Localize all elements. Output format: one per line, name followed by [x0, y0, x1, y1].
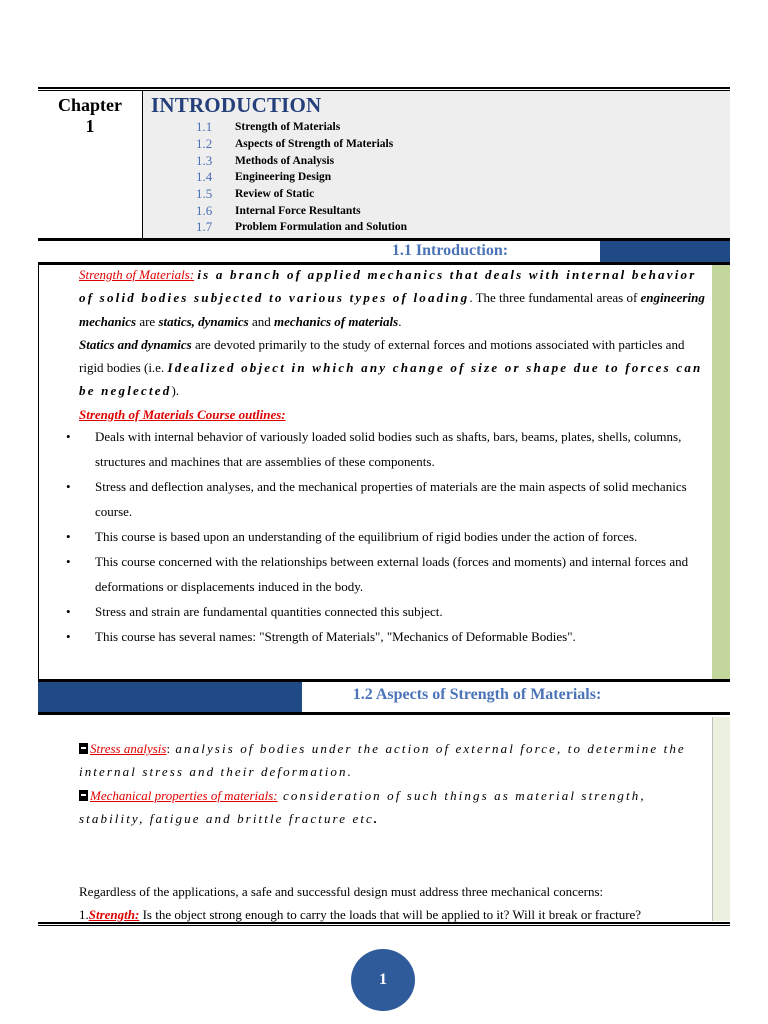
- section-1-2-heading: 1.2 Aspects of Strength of Materials:: [352, 686, 602, 703]
- list-item-text: Stress and deflection analyses, and the mechanical properties of materials are the main aspects of solid mechanics course.: [95, 479, 687, 519]
- list-item: [62, 424, 707, 474]
- toc-text: Aspects of Strength of Materials: [235, 138, 394, 151]
- list-item: [62, 524, 707, 549]
- term-colon: :: [166, 741, 171, 756]
- bullet-symbol: •: [66, 554, 71, 569]
- list-item: [62, 599, 707, 624]
- toc-number: 1.1: [196, 119, 213, 135]
- chapter-box: [38, 91, 143, 238]
- toc-item[interactable]: [196, 219, 616, 236]
- toc-number: 1.4: [196, 169, 213, 185]
- chapter-title: INTRODUCTION: [151, 93, 322, 117]
- bullet-symbol: •: [66, 604, 71, 619]
- toc-text: Problem Formulation and Solution: [235, 221, 407, 234]
- emphasis-text: engineering mechanics: [79, 290, 705, 329]
- toc-text: Internal Force Resultants: [235, 204, 361, 217]
- bullet-symbol: •: [66, 479, 71, 494]
- term-colon: :: [189, 267, 195, 282]
- section-1-1-heading: 1.1 Introduction:: [391, 242, 509, 259]
- mechanical-concerns: [79, 880, 719, 926]
- list-item-text: Deals with internal behavior of variously loaded solid bodies such as shafts, bars, beams, plates, shells, columns, structures and machines that are assemblies of these components.: [95, 429, 682, 469]
- chapter-label: Chapter: [58, 95, 122, 115]
- aspect-text: analysis of bodies under the action of external force, to determine the internal stress and their deformation.: [79, 741, 686, 780]
- term-strength: Strength:: [88, 907, 140, 922]
- paragraph-text: are: [136, 313, 159, 329]
- concern-number: 1.: [79, 907, 89, 922]
- list-item: [62, 549, 707, 599]
- paragraph-text: . The three fundamental areas of: [469, 290, 641, 306]
- toc-item[interactable]: [196, 186, 616, 203]
- page-number: 1: [379, 971, 387, 988]
- table-of-contents: [196, 119, 616, 236]
- toc-item[interactable]: [196, 119, 616, 136]
- introduction-paragraphs: [79, 263, 709, 426]
- square-bullet-icon: [79, 743, 88, 754]
- course-outline-list: [62, 424, 707, 649]
- page-bottom-rule: [38, 922, 730, 926]
- chapter-number: 1: [85, 116, 95, 136]
- paragraph-text: are devoted primarily to the study of external forces and motions associated with particles and rigid bodies (i.e.: [79, 336, 685, 376]
- aspect-text: consideration of such things as material strength, stability, fatigue and brittle fracture etc: [79, 787, 646, 826]
- list-item-text: This course is based upon an understanding of the equilibrium of rigid bodies under the action of forces.: [95, 529, 638, 544]
- definition-text: is a branch of applied mechanics that deals with internal behavior of solid bodies subjected to various types of loading: [79, 267, 697, 306]
- toc-item[interactable]: [196, 169, 616, 186]
- toc-text: Engineering Design: [235, 171, 332, 184]
- list-item: [62, 474, 707, 524]
- heading-accent-block: [38, 682, 302, 712]
- aspects-list: [79, 737, 709, 830]
- heading-accent-block: [600, 241, 730, 262]
- side-accent-bar: [712, 265, 730, 679]
- left-border: [38, 265, 39, 680]
- aspect-text-end: .: [373, 810, 380, 826]
- toc-text: Review of Static: [235, 188, 315, 201]
- paragraph-text: .: [398, 313, 402, 329]
- toc-text: Methods of Analysis: [235, 154, 335, 167]
- term-mechanical-properties: Mechanical properties of materials:: [90, 787, 278, 803]
- toc-item[interactable]: [196, 136, 616, 153]
- toc-number: 1.7: [196, 219, 213, 235]
- list-item-text: This course has several names: "Strength of Materials", "Mechanics of Deformable Bodies".: [95, 629, 576, 644]
- term-stress-analysis: Stress analysis: [90, 741, 167, 756]
- toc-number: 1.2: [196, 136, 213, 152]
- toc-number: 1.6: [196, 202, 213, 218]
- bullet-symbol: •: [66, 529, 71, 544]
- course-outline-heading: Strength of Materials Course outlines:: [79, 406, 286, 422]
- bullet-symbol: •: [66, 429, 71, 444]
- emphasis-text: mechanics of materials: [274, 313, 399, 329]
- concerns-intro: Regardless of the applications, a safe and successful design must address three mechanical concerns:: [79, 884, 604, 899]
- list-item-text: This course concerned with the relationships between external loads (forces and moments) and internal forces and deformations or displacements induced in the body.: [95, 554, 689, 594]
- section-rule: [38, 712, 730, 715]
- toc-item[interactable]: [196, 202, 616, 219]
- term-statics-dynamics: Statics and dynamics: [79, 336, 192, 352]
- toc-item[interactable]: [196, 152, 616, 169]
- page-number-badge: [351, 949, 415, 1011]
- paragraph-text: and: [248, 313, 274, 329]
- paragraph-text: ).: [171, 383, 180, 399]
- toc-text: Strength of Materials: [235, 121, 341, 134]
- emphasis-text: Idealized object in which any change of size or shape due to forces can be neglected: [79, 360, 703, 399]
- list-item-text: Stress and strain are fundamental quantities connected this subject.: [95, 604, 443, 619]
- term-strength-of-materials: Strength of Materials: [79, 267, 190, 282]
- toc-number: 1.3: [196, 152, 213, 168]
- square-bullet-icon: [79, 790, 88, 801]
- list-item: [62, 624, 707, 649]
- concern-text: Is the object strong enough to carry the loads that will be applied to it? Will it break or fracture?: [139, 907, 642, 922]
- toc-number: 1.5: [196, 186, 213, 202]
- bullet-symbol: •: [66, 629, 71, 644]
- emphasis-text: statics, dynamics: [158, 313, 249, 329]
